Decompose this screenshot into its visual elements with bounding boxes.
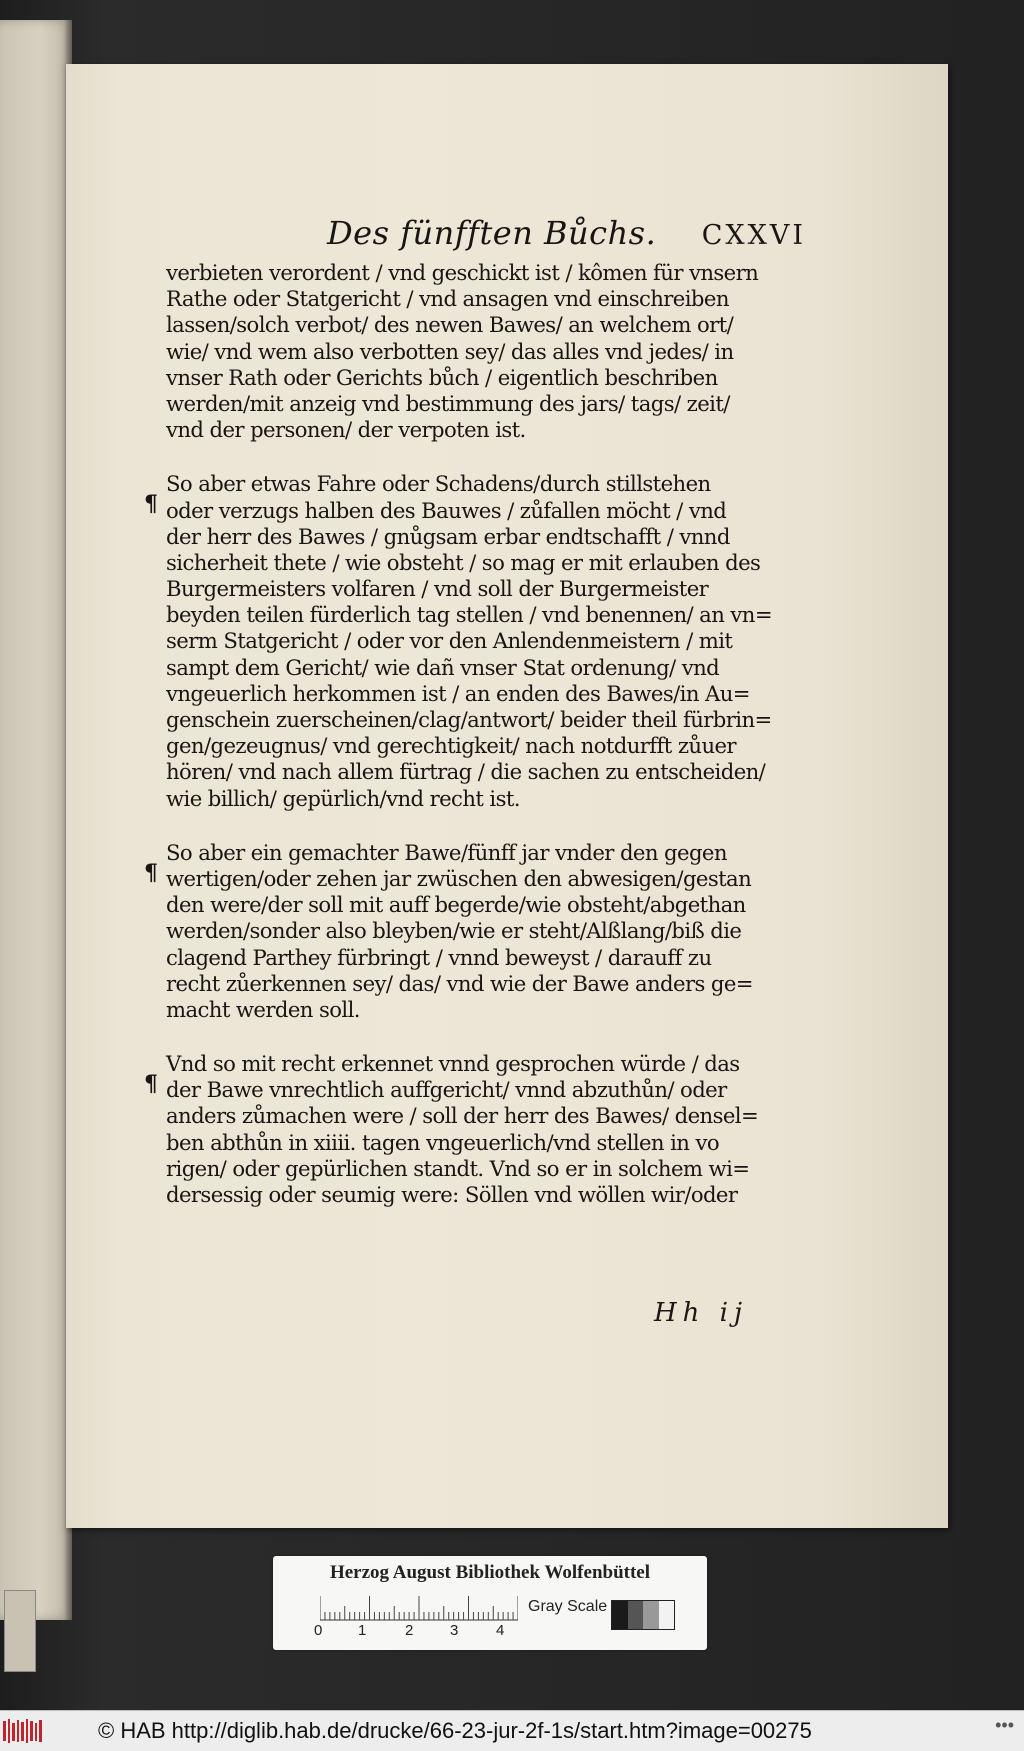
gray-swatch: [612, 1601, 628, 1629]
paragraph-1: [166, 260, 806, 443]
library-color-card: [273, 1556, 707, 1650]
text-line: vngeuerlich herkommen ist / an enden des Bawes/in Au=: [166, 680, 750, 706]
text-line: sicherheit thete / wie obsteht / so mag er mit erlauben des: [166, 549, 761, 575]
ruler-number: 4: [496, 1622, 505, 1639]
text-line: Rathe oder Statgericht / vnd ansagen vnd einschreiben: [166, 286, 729, 312]
text-line: hören/ vnd nach allem fürtrag / die sachen zu entscheiden/: [166, 759, 766, 785]
text-line: Burgermeisters volfaren / vnd soll der Burgermeister: [166, 576, 709, 602]
ruler-number: 2: [405, 1622, 414, 1639]
text-line: anders zůmachen were / soll der herr des Bawes/ densel=: [166, 1103, 759, 1129]
ruler-numbers: [314, 1622, 544, 1642]
text-line: macht werden soll.: [166, 996, 360, 1022]
text-line: ¶ Vnd so mit recht erkennet vnnd gesprochen würde / das: [144, 1051, 740, 1098]
text-line: ¶ So aber ein gemachter Bawe/fünff jar vnder den gegen: [144, 839, 727, 886]
folio-number: CXXVI: [701, 220, 806, 251]
text-line: den were/der soll mit auff begerde/wie obsteht/abgethan: [166, 892, 746, 918]
library-name: Herzog August Bibliothek Wolfenbüttel: [329, 1562, 651, 1583]
text-line: beyden teilen fürderlich tag stellen / vnd benennen/ an vn=: [166, 602, 772, 628]
hab-logo-icon: [2, 1718, 46, 1744]
gray-swatch: [628, 1601, 644, 1629]
ruler-number: 1: [358, 1622, 367, 1639]
gray-swatch: [643, 1601, 659, 1629]
text-line: rigen/ oder gepürlichen standt. Vnd so er in solchem wi=: [166, 1155, 750, 1181]
text-line: der herr des Bawes / gnůgsam erbar endtschafft / vnnd: [166, 523, 730, 549]
text-line: ¶ So aber etwas Fahre oder Schadens/durch stillstehen: [144, 471, 711, 518]
text-line: sampt dem Gericht/ wie dañ vnser Stat ordenung/ vnd: [166, 654, 720, 680]
text-line: wie billich/ gepürlich/vnd recht ist.: [166, 785, 520, 811]
ruler-number: 0: [314, 1622, 323, 1639]
text-line: clagend Parthey fürbringt / vnnd beweyst / darauff zu: [166, 944, 712, 970]
gray-scale-swatches: [611, 1600, 675, 1630]
text-line: werden/sonder also bleyben/wie er steht/Alßlang/biß die: [166, 918, 742, 944]
text-line: werden/mit anzeig vnd bestimmung des jars/ tags/ zeit/: [166, 390, 730, 416]
paragraph-3: [144, 839, 806, 1023]
text-line: oder verzugs halben des Bauwes / zůfallen möcht / vnd: [166, 497, 727, 523]
previous-page-edge: [0, 20, 72, 1620]
signature-mark: Hh ij: [654, 1298, 749, 1328]
text-line: vnd der personen/ der verpoten ist.: [166, 417, 526, 443]
text-line: ben abthůn in xiiii. tagen vngeuerlich/vnd stellen in vo: [166, 1129, 719, 1155]
footer-bar: [0, 1710, 1024, 1751]
book-page: [66, 64, 948, 1528]
gray-swatch: [659, 1601, 675, 1629]
gray-scale-label: Gray Scale: [528, 1598, 608, 1615]
text-line: wie/ vnd wem also verbotten sey/ das alles vnd jedes/ in: [166, 338, 734, 364]
text-line: dersessig oder seumig were: Söllen vnd wöllen wir/oder: [166, 1182, 738, 1207]
more-icon[interactable]: •••: [995, 1715, 1014, 1735]
text-block: [144, 214, 806, 1208]
shelf-label: [4, 1590, 36, 1672]
text-line: gen/gezeugnus/ vnd gerechtigkeit/ nach notdurfft zůuer: [166, 733, 736, 759]
paragraph-2: [144, 471, 806, 811]
text-line: verbieten verordent / vnd geschickt ist / kômen für vnsern: [166, 260, 759, 285]
copyright-url[interactable]: © HAB http://diglib.hab.de/drucke/66-23-jur-2f-1s/start.htm?image=00275: [98, 1718, 812, 1743]
ruler-number: 3: [450, 1622, 459, 1639]
text-line: vnser Rath oder Gerichts bůch / eigentlich beschriben: [166, 364, 718, 390]
text-line: der Bawe vnrechtlich auffgericht/ vnnd abzuthůn/ oder: [166, 1077, 727, 1103]
text-line: serm Statgericht / oder vor den Anlendenmeistern / mit: [166, 628, 733, 654]
paragraph-4: [144, 1051, 806, 1208]
text-line: lassen/solch verbot/ des newen Bawes/ an welchem ort/: [166, 312, 734, 338]
text-line: recht zůerkennen sey/ das/ vnd wie der Bawe anders ge=: [166, 970, 753, 996]
text-line: wertigen/oder zehen jar zwüschen den abwesigen/gestan: [166, 865, 752, 891]
measurement-ruler: [320, 1596, 518, 1622]
running-title: Des fünfften Bůchs.: [327, 214, 657, 252]
text-line: genschein zuerscheinen/clag/antwort/ beider theil fürbrin=: [166, 707, 772, 732]
running-header: [166, 214, 806, 260]
